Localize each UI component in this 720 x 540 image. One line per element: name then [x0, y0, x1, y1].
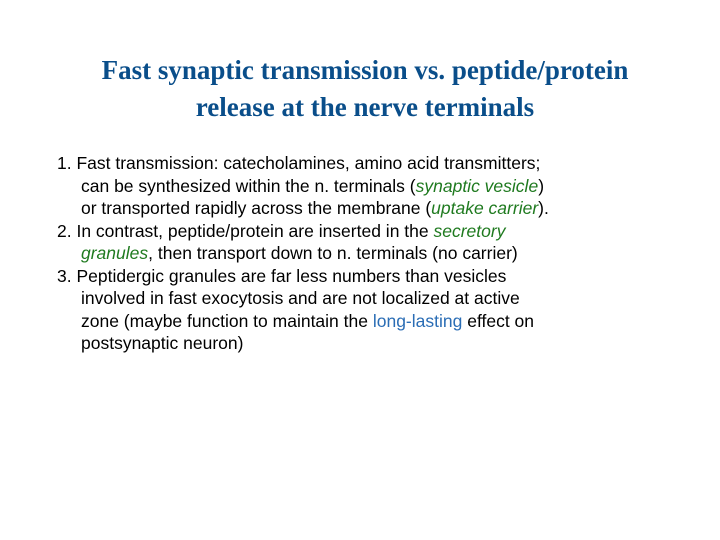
highlight-synaptic-vesicle: synaptic vesicle: [415, 175, 539, 196]
point-1-line-2: [57, 175, 707, 198]
point-2: [57, 220, 707, 265]
slide-title: [40, 52, 690, 126]
text: or transported rapidly across the membrane (: [81, 198, 432, 218]
point-1-line-1: [57, 152, 707, 175]
point-2-line-1: [57, 220, 707, 243]
point-1-line-3: [57, 197, 707, 220]
point-3-line-3: [57, 310, 707, 333]
title-line-2: release at the nerve terminals: [195, 92, 535, 122]
text: 2. In contrast, peptide/protein are inserted in the: [57, 220, 434, 241]
point-3-line-4: [57, 332, 707, 355]
point-3: [57, 265, 707, 355]
text: involved in fast exocytosis and are not localized at active: [81, 288, 520, 308]
text: postsynaptic neuron): [81, 333, 244, 353]
point-2-line-2: [57, 242, 707, 265]
point-3-line-1: [57, 265, 707, 288]
highlight-uptake-carrier: uptake carrier: [431, 198, 539, 218]
text: zone (maybe function to maintain the: [81, 310, 373, 331]
point-1: [57, 152, 707, 220]
highlight-secretory: secretory: [433, 220, 506, 241]
text: ): [538, 175, 545, 196]
text: 1. Fast transmission: catecholamines, amino acid transmitters;: [57, 153, 541, 173]
text: , then transport down to n. terminals (no carrier): [148, 243, 518, 263]
text: ).: [538, 198, 549, 218]
text: can be synthesized within the n. terminals (: [81, 175, 416, 196]
highlight-long-lasting: long-lasting: [372, 310, 463, 331]
bullet-list: [57, 152, 707, 355]
point-3-line-2: [57, 287, 707, 310]
title-line-1: Fast synaptic transmission vs. peptide/protein: [101, 55, 629, 85]
highlight-granules: granules: [81, 243, 149, 263]
text: effect on: [462, 310, 535, 331]
text: 3. Peptidergic granules are far less numbers than vesicles: [57, 265, 507, 286]
